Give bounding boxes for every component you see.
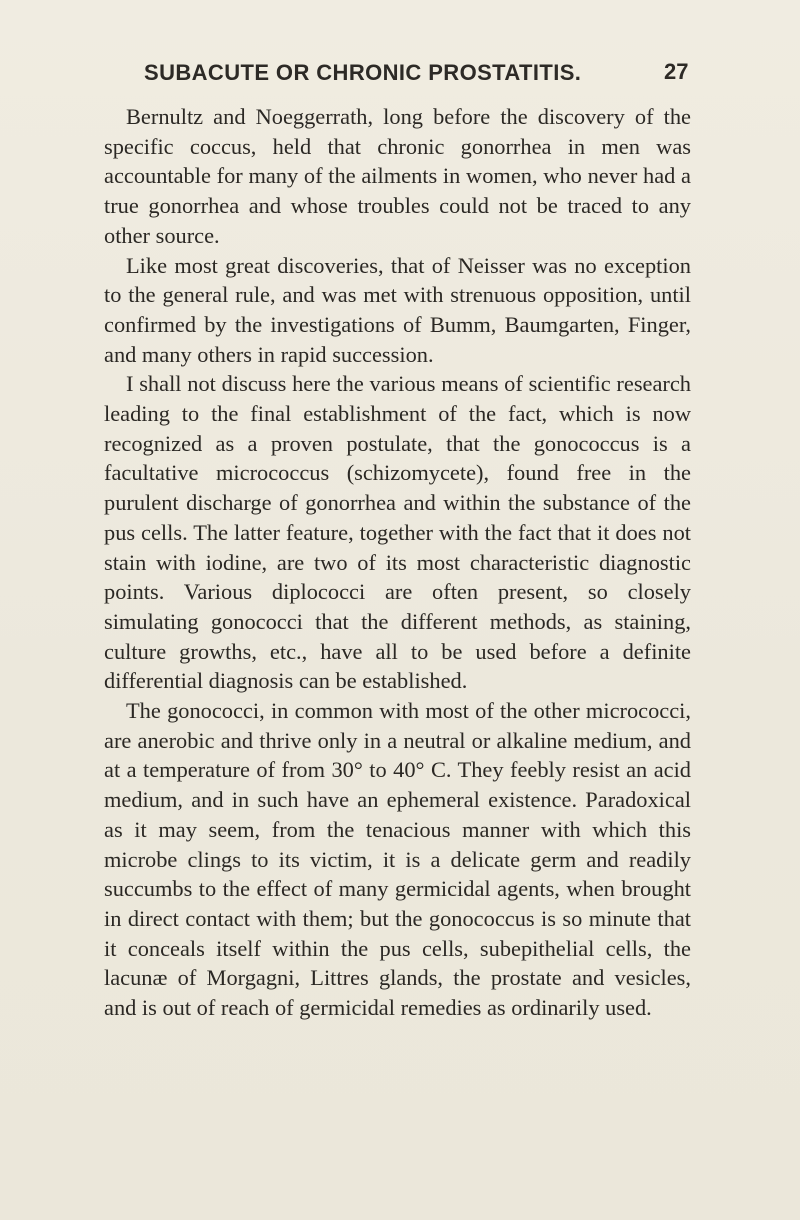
page-number: 27: [664, 59, 689, 84]
paragraph-4: The gonococci, in common with most of the other micrococci, are anerobic and thrive only in a neutral or alkaline medium, and at a temperature of from 30° to 40° C. They feebly resist an acid medium, and in such have an ephemeral existence. Paradoxical as it may seem, from the tenacious manner with which this microbe clings to its victim, it is a delicate germ and readily succumbs to the effect of many germicidal agents, when brought in direct contact with them; but the gonococcus is so minute that it conceals itself within the pus cells, subepithelial cells, the lacunæ of Morgagni, Littres glands, the prostate and vesicles, and is out of reach of germicidal remedies as ordinarily used.: [104, 698, 691, 1021]
paragraph-2: Like most great discoveries, that of Neisser was no exception to the general rule, and was met with strenuous opposition, until confirmed by the investigations of Bumm, Baumgarten, Finger, and many others in rapid succession.: [104, 252, 691, 367]
paragraph-1: Bernultz and Noeggerrath, long before the discovery of the specific coccus, held that chronic gonorrhea in men was accountable for many of the ailments in women, who never had a true gonorrhea and whose troubles could not be traced to any other source.: [104, 104, 691, 248]
running-title: SUBACUTE OR CHRONIC PROSTATITIS.: [144, 60, 582, 85]
running-head: [0, 56, 800, 96]
body-text: [104, 102, 691, 1023]
paragraph-3: I shall not discuss here the various means of scientific research leading to the final establishment of the fact, which is now recognized as a proven postulate, that the gonococcus is a facultative micrococcus (schizomycete), found free in the purulent discharge of gonorrhea and within the substance of the pus cells. The latter feature, together with the fact that it does not stain with iodine, are two of its most characteristic diagnostic points. Various diplococci are often present, so closely simulating gonococci that the different methods, as staining, culture growths, etc., have all to be used before a definite differential diagnosis can be established.: [104, 371, 691, 694]
